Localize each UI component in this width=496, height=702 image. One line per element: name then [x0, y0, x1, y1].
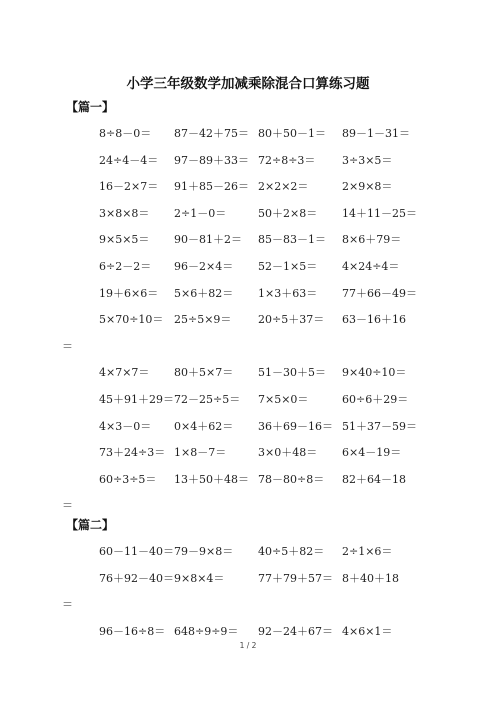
problem: 4×6×1＝ — [342, 624, 393, 638]
problem-row — [0, 471, 496, 485]
problem: 89－1－31＝ — [342, 127, 410, 140]
problem: 50＋2×8＝ — [258, 206, 318, 220]
problem-row — [0, 338, 496, 352]
problem: 1×3＋63＝ — [258, 286, 318, 300]
problem: 92－24＋67＝ — [258, 624, 333, 638]
problem: 51＋37－59＝ — [342, 419, 417, 433]
problem: 2÷1－0＝ — [174, 206, 227, 220]
problem: 8÷8－0＝ — [99, 127, 152, 140]
problem-row — [0, 623, 496, 637]
problem: 82＋64－18 — [342, 472, 406, 486]
problem: 85－83－1＝ — [258, 233, 326, 247]
problem: 78－80÷8＝ — [258, 472, 325, 486]
problem: 96－16÷8＝ — [99, 624, 166, 638]
problem: 13＋50＋48＝ — [174, 472, 249, 486]
problem: 96－2×4＝ — [174, 260, 234, 273]
wrapped-equals: ＝ — [62, 499, 73, 513]
problem: 25÷5×9＝ — [174, 313, 232, 327]
problem: 77＋66－49＝ — [342, 286, 417, 300]
problem: 0×4＋62＝ — [174, 419, 234, 433]
problem: 91＋85－26＝ — [174, 180, 249, 194]
problem: 72÷8÷3＝ — [258, 153, 316, 167]
problem: 4×7×7＝ — [99, 366, 150, 380]
problem: 5×6＋82＝ — [174, 286, 234, 300]
problem: 72－25÷5＝ — [174, 393, 241, 406]
problem: 19＋6×6＝ — [99, 286, 159, 300]
problem: 2÷1×6＝ — [342, 545, 393, 558]
problem: 80＋50－1＝ — [258, 127, 326, 140]
problem: 6×4－19＝ — [342, 446, 402, 460]
problem-row — [0, 258, 496, 272]
problem-row — [0, 152, 496, 166]
problem: 77＋79＋57＝ — [258, 571, 333, 585]
problem: 8＋40＋18 — [342, 571, 399, 585]
problem: 3÷3×5＝ — [342, 153, 393, 167]
problem: 90－81＋2＝ — [174, 233, 242, 247]
problem: 2×2×2＝ — [258, 180, 309, 194]
problem: 52－1×5＝ — [258, 260, 318, 273]
problem: 1×8－7＝ — [174, 446, 227, 460]
problem: 3×0＋48＝ — [258, 446, 318, 460]
problem: 87－42＋75＝ — [174, 127, 249, 140]
problem: 63－16＋16 — [342, 313, 406, 327]
problem: 20÷5＋37＝ — [258, 313, 325, 327]
problem: 7×5×0＝ — [258, 393, 309, 406]
wrapped-equals: ＝ — [62, 598, 73, 612]
problem: 14＋11－25＝ — [342, 206, 417, 220]
problem: 51－30＋5＝ — [258, 366, 326, 380]
problem-row — [0, 125, 496, 139]
problem: 4×3－0＝ — [99, 419, 152, 433]
problem: 80＋5×7＝ — [174, 366, 234, 380]
problem-row — [0, 311, 496, 325]
problem: 60÷6＋29＝ — [342, 393, 409, 406]
problem: 60÷3÷5＝ — [99, 472, 157, 486]
problem: 40÷5＋82＝ — [258, 545, 325, 558]
problem: 9×5×5＝ — [99, 233, 150, 247]
problem: 16－2×7＝ — [99, 180, 159, 194]
problem: 4×24÷4＝ — [342, 260, 400, 273]
problem-row — [0, 570, 496, 584]
problem: 3×8×8＝ — [99, 206, 150, 220]
problem: 9×40÷10＝ — [342, 366, 407, 380]
problem-row — [0, 497, 496, 511]
problem-row — [0, 285, 496, 299]
problem: 648÷9÷9＝ — [174, 624, 239, 638]
problem-row — [0, 444, 496, 458]
problem: 6÷2－2＝ — [99, 260, 152, 273]
problem: 9×8×4＝ — [174, 571, 225, 585]
problem: 8×6＋79＝ — [342, 233, 402, 247]
problem: 60－11－40＝ — [99, 545, 174, 558]
section-heading: 【篇二】 — [66, 518, 115, 532]
wrapped-equals: ＝ — [62, 339, 73, 353]
problem: 36＋69－16＝ — [258, 419, 333, 433]
problem: 2×9×8＝ — [342, 180, 393, 194]
problem-row — [0, 205, 496, 219]
problem-row — [0, 364, 496, 378]
problem-row — [0, 596, 496, 610]
problem-row — [0, 178, 496, 192]
problem: 73＋24÷3＝ — [99, 446, 166, 460]
problem: 5×70÷10＝ — [99, 313, 164, 327]
problem-row — [0, 391, 496, 405]
problem-row — [0, 543, 496, 557]
page-title: 小学三年级数学加减乘除混合口算练习题 — [126, 76, 370, 92]
problem: 45＋91＋29＝ — [99, 393, 174, 406]
problem: 97－89＋33＝ — [174, 153, 249, 167]
problem: 76＋92－40＝ — [99, 571, 174, 585]
problem: 79－9×8＝ — [174, 545, 234, 558]
problem: 24÷4－4＝ — [99, 153, 159, 167]
problem-row — [0, 418, 496, 432]
problem-row — [0, 231, 496, 245]
section-heading: 【篇一】 — [66, 100, 115, 114]
page-number: 1 / 2 — [239, 641, 257, 650]
